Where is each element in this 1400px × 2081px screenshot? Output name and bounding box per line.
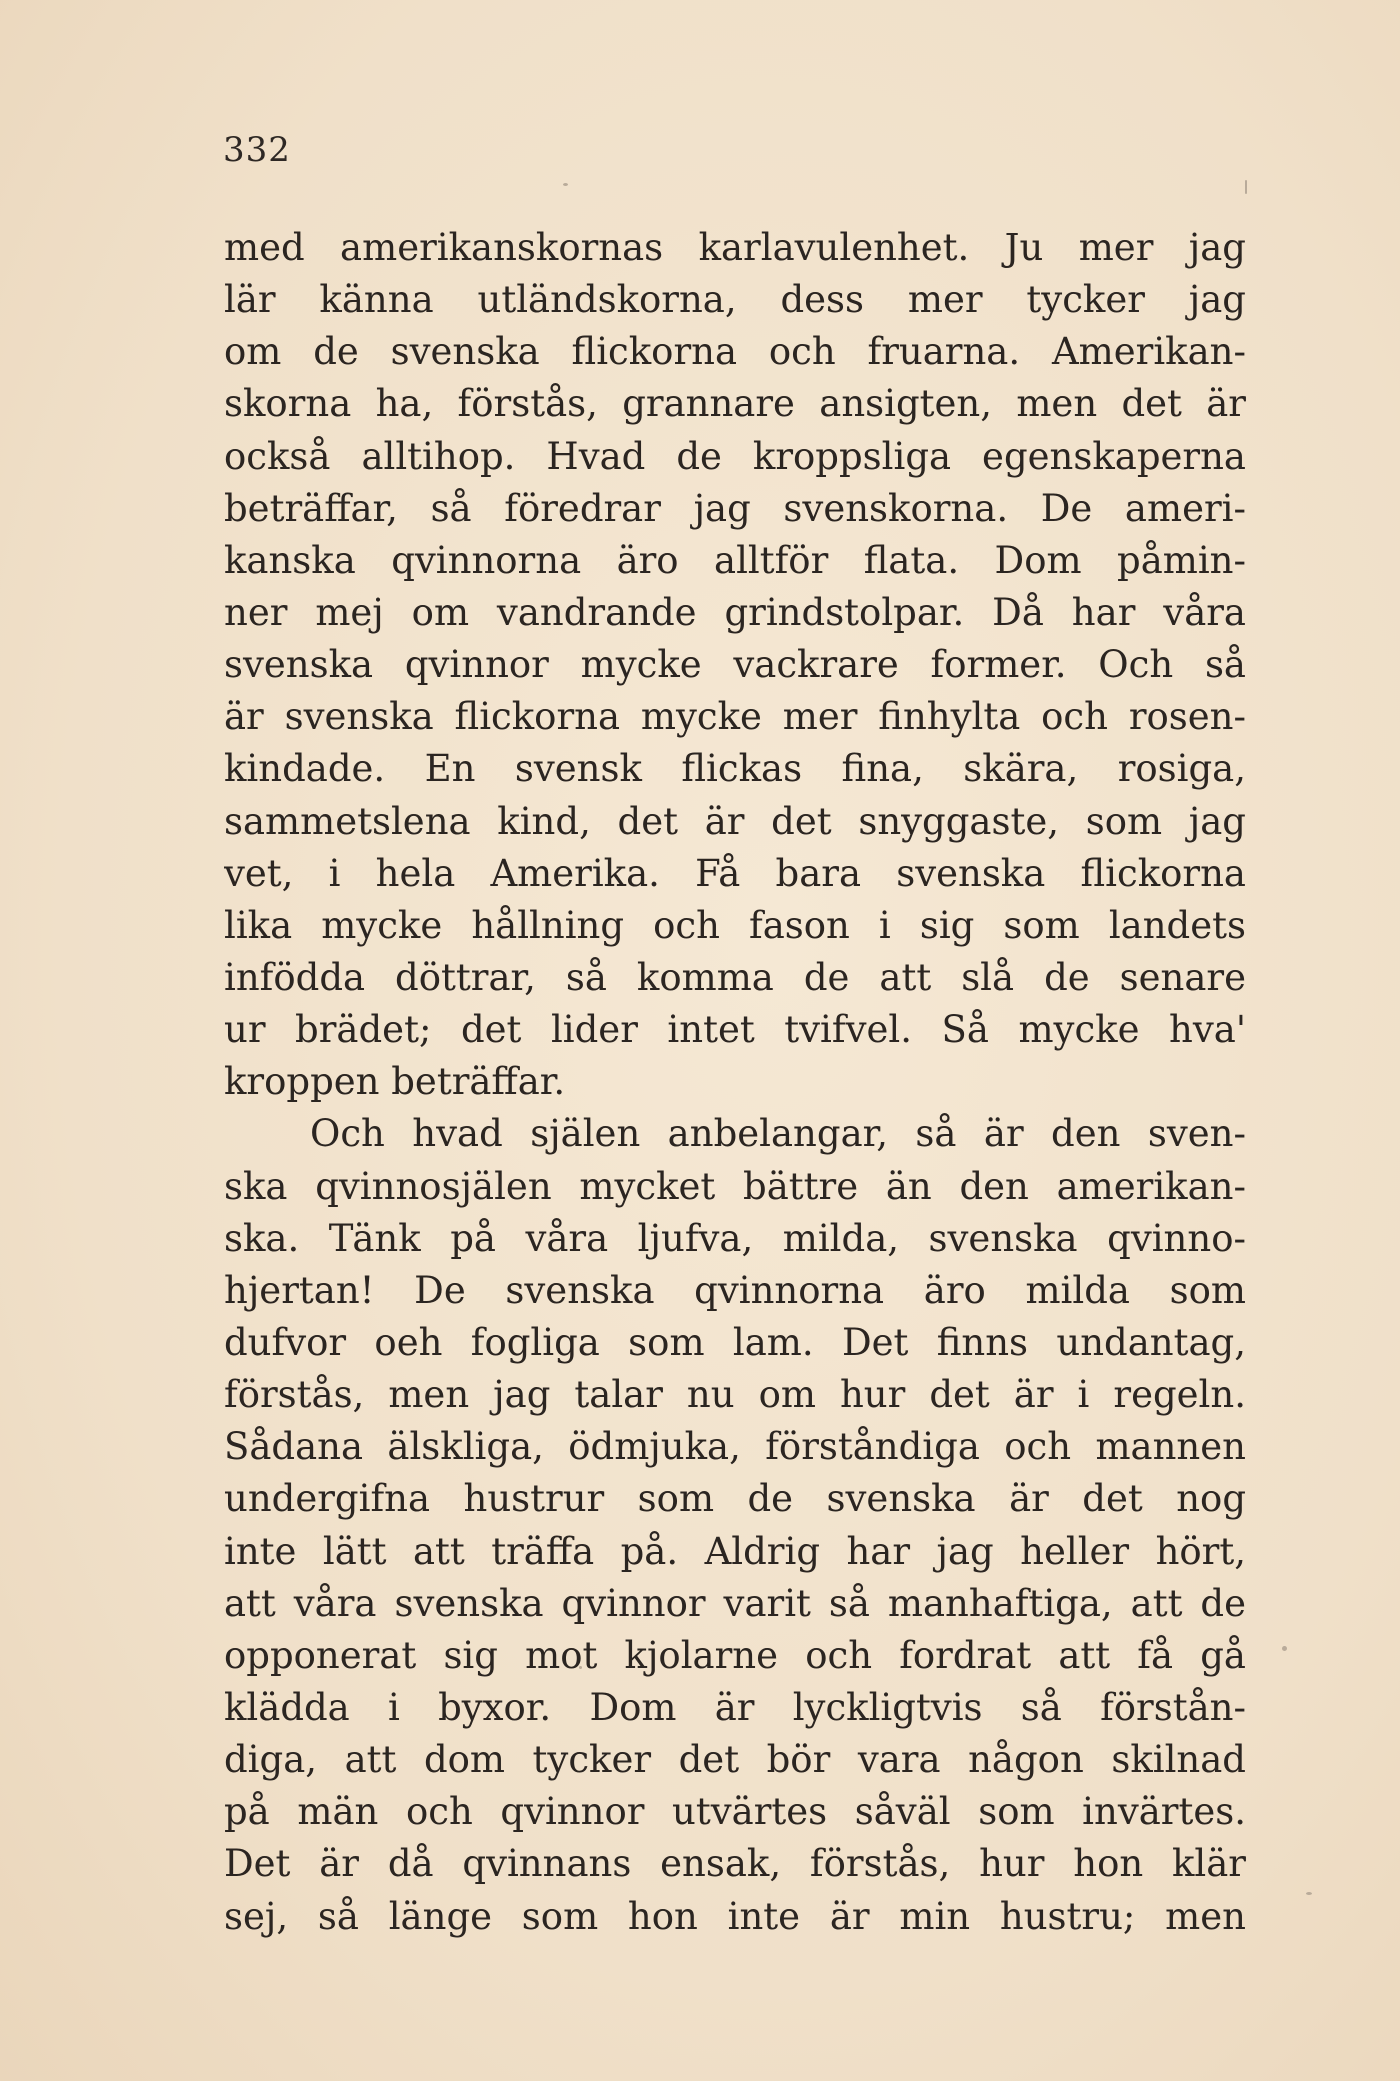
text-line: undergifna hustrur som de svenska är det nog: [224, 1477, 1246, 1521]
text-line: lär känna utländskorna, dess mer tycker jag: [224, 278, 1246, 322]
text-line: diga, att dom tycker det bör vara någon skilnad: [224, 1738, 1246, 1782]
text-line: med amerikanskornas karlavulenhet. Ju mer jag: [224, 226, 1246, 269]
text-line: förstås, men jag talar nu om hur det är i regeln.: [224, 1373, 1246, 1417]
text-line: ur brädet; det lider intet tvifvel. Så mycke hva': [224, 1008, 1246, 1052]
text-line: Det är då qvinnans ensak, förstås, hur hon klär: [224, 1842, 1246, 1886]
text-line: ska qvinnosjälen mycket bättre än den amerikan-: [224, 1164, 1246, 1208]
page-number: 332: [223, 130, 291, 170]
text-line: också alltihop. Hvad de kroppsliga egenskaperna: [224, 434, 1246, 478]
paragraph-first-line: Och hvad själen anbelangar, så är den sven-: [310, 1112, 1246, 1156]
text-line: är svenska flickorna mycke mer finhylta och rosen-: [224, 695, 1246, 739]
text-line: kanska qvinnorna äro alltför flata. Dom påmin-: [224, 538, 1246, 582]
text-line: om de svenska flickorna och fruarna. Amerikan-: [224, 330, 1246, 374]
text-line: skorna ha, förstås, grannare ansigten, men det är: [224, 382, 1246, 426]
body-text: [224, 222, 1246, 1943]
text-line: dufvor oeh fogliga som lam. Det finns undantag,: [224, 1320, 1246, 1364]
text-line: inte lätt att träffa på. Aldrig har jag heller hört,: [224, 1529, 1246, 1573]
text-line: opponerat sig mot kjolarne och fordrat att få gå: [224, 1633, 1246, 1677]
text-line: kroppen beträffar.: [224, 1060, 566, 1104]
text-line: ska. Tänk på våra ljufva, milda, svenska qvinno-: [224, 1216, 1246, 1260]
text-line: beträffar, så föredrar jag svenskorna. De ameri-: [224, 486, 1246, 530]
paper-speck: [563, 183, 568, 186]
text-line: ner mej om vandrande grindstolpar. Då har våra: [224, 590, 1246, 634]
text-line: på män och qvinnor utvärtes såväl som invärtes.: [224, 1790, 1246, 1834]
text-line: vet, i hela Amerika. Få bara svenska flickorna: [224, 851, 1246, 895]
text-line: klädda i byxor. Dom är lyckligtvis så förstån-: [224, 1685, 1246, 1729]
text-line: sej, så länge som hon inte är min hustru; men: [224, 1894, 1246, 1938]
paper-speck: [1306, 1892, 1312, 1895]
text-line: kindade. En svensk flickas fina, skära, rosiga,: [224, 747, 1246, 791]
text-line: Sådana älskliga, ödmjuka, förståndiga och mannen: [224, 1425, 1246, 1469]
text-line: sammetslena kind, det är det snyggaste, som jag: [224, 799, 1246, 843]
text-line: lika mycke hållning och fason i sig som landets: [224, 903, 1246, 947]
text-line: att våra svenska qvinnor varit så manhaftiga, att de: [224, 1581, 1246, 1625]
text-line: svenska qvinnor mycke vackrare former. Och så: [224, 643, 1246, 687]
text-line: infödda döttrar, så komma de att slå de senare: [224, 955, 1246, 999]
text-line: hjertan! De svenska qvinnorna äro milda som: [224, 1268, 1246, 1312]
paper-speck: [1282, 1646, 1287, 1651]
paper-speck: [1245, 180, 1247, 194]
